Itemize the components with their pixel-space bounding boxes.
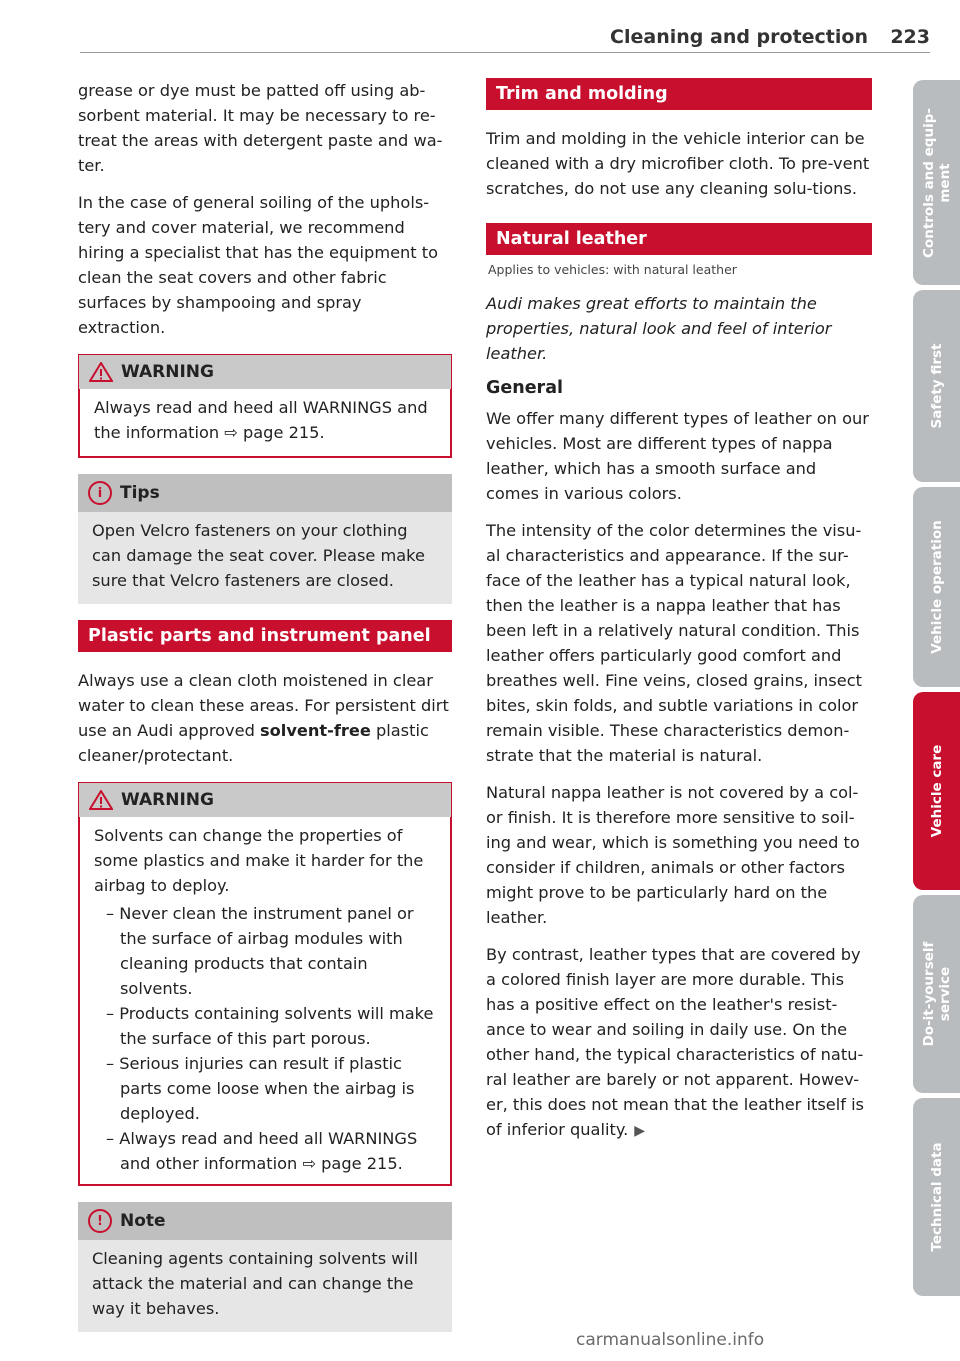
intro-text: Audi makes great efforts to maintain the properties, natural look and feel of interior leather. [486, 294, 832, 363]
tips-body [78, 512, 452, 604]
paragraph: In the case of general soiling of the uphols-tery and cover material, we recommend hiring a specialist that has the equipment to clean the seat covers and other fabric surfaces by shampooing and spray extraction. [78, 193, 439, 337]
section-heading-leather: Natural leather [486, 223, 872, 255]
warning-box [78, 782, 452, 1186]
note-header [78, 1202, 452, 1240]
note-body [78, 1240, 452, 1332]
warning-list [94, 901, 436, 1176]
warning-body [79, 389, 451, 457]
continue-arrow-icon: ▶ [634, 1123, 646, 1139]
note-box [78, 1202, 452, 1332]
text-run: By contrast, leather types that are covered by a colored finish layer are more durable. This has a positive effect on the leather's resist-ance to wear and soiling in daily use. On the other hand, the typical characteristics of natu-ral leather are barely or not apparent. Howev-er, this does not mean that the leather itself is of inferior quality. [486, 945, 864, 1139]
tab-label: Safety first [928, 343, 945, 429]
right-column [486, 78, 872, 1156]
section-heading-trim: Trim and molding [486, 78, 872, 110]
paragraph: Trim and molding in the vehicle interior can be cleaned with a dry microfiber cloth. To pre-vent scratches, do not use any cleaning solu-tions. [486, 129, 870, 198]
paragraph [78, 668, 452, 768]
tab-controls-and-equipment[interactable] [913, 80, 960, 285]
paragraph: The intensity of the color determines the visu-al characteristics and appearance. If the sur-face of the leather has a typical natural look, then the leather is a nappa leather that has been left in a relatively natural condition. This leather offers particularly good comfort and breathes well. Fine veins, closed grains, insect bites, skin folds, and subtle variations in color remain visible. These characteristics demon-strate that the material is natural. [486, 521, 862, 765]
note-text: Cleaning agents containing solvents will attack the material and can change the way it behaves. [92, 1249, 419, 1318]
watermark: carmanualsonline.info [576, 1330, 765, 1350]
tab-label: Technical data [928, 1142, 945, 1252]
warning-text: Always read and heed all WARNINGS and the information ⇨ page 215. [94, 398, 428, 442]
warning-icon [89, 790, 113, 810]
tab-technical-data[interactable] [913, 1098, 960, 1296]
tab-label: Vehicle operation [928, 520, 945, 654]
paragraph: grease or dye must be patted off using ab-sorbent material. It may be necessary to re-treat the areas with detergent paste and wa-ter. [78, 81, 443, 175]
note-label: Note [120, 1211, 166, 1231]
warning-icon [89, 362, 113, 382]
warning-label: WARNING [121, 362, 214, 382]
tab-label: Vehicle care [928, 744, 945, 838]
tips-label: Tips [120, 483, 160, 503]
bold-text: solvent-free [260, 721, 371, 740]
list-item: – Products containing solvents will make the surface of this part porous. [106, 1004, 434, 1048]
exclamation-icon: ! [88, 1209, 112, 1233]
tab-safety-first[interactable] [913, 290, 960, 482]
tips-text: Open Velcro fasteners on your clothing can damage the seat cover. Please make sure that Velcro fasteners are closed. [92, 521, 425, 590]
left-column [78, 78, 452, 1348]
warning-text: Solvents can change the properties of some plastics and make it harder for the airbag to deploy. [94, 826, 424, 895]
chapter-title: Cleaning and protection [610, 26, 868, 48]
page-header [80, 22, 930, 53]
tab-label: Controls and equip- ment [920, 107, 953, 258]
warning-body [79, 817, 451, 1185]
page-number: 223 [890, 26, 930, 48]
text-run: Always use a clean cloth moistened in clear water to clean these areas. For persistent dirt use an Audi approved [78, 671, 449, 740]
applies-to: Applies to vehicles: with natural leather [488, 262, 737, 277]
tab-vehicle-operation[interactable] [913, 487, 960, 687]
list-item: – Always read and heed all WARNINGS and other information ⇨ page 215. [106, 1129, 418, 1173]
warning-label: WARNING [121, 790, 214, 810]
tips-box [78, 474, 452, 604]
subheading-general: General [486, 378, 563, 398]
tab-vehicle-care[interactable] [913, 692, 960, 890]
warning-header [79, 783, 451, 817]
paragraph: Natural nappa leather is not covered by a col-or finish. It is therefore more sensitive to soil-ing and wear, which is something you need to consider if children, animals or other factors might prove to be particularly hard on the leather. [486, 783, 860, 927]
warning-box [78, 354, 452, 458]
warning-header [79, 355, 451, 389]
section-heading-plastic: Plastic parts and instrument panel [78, 620, 452, 652]
text-run: plastic cleaner/protectant. [78, 721, 429, 765]
info-icon: i [88, 481, 112, 505]
tab-do-it-yourself-service[interactable] [913, 895, 960, 1093]
list-item: – Serious injuries can result if plastic parts come loose when the airbag is deployed. [106, 1054, 415, 1123]
tab-label: Do-it-yourself service [920, 941, 953, 1047]
paragraph: We offer many different types of leather on our vehicles. Most are different types of nappa leather, which has a smooth surface and comes in various colors. [486, 409, 869, 503]
paragraph [486, 942, 872, 1144]
list-item: – Never clean the instrument panel or the surface of airbag modules with cleaning products that contain solvents. [106, 904, 414, 998]
tips-header [78, 474, 452, 512]
